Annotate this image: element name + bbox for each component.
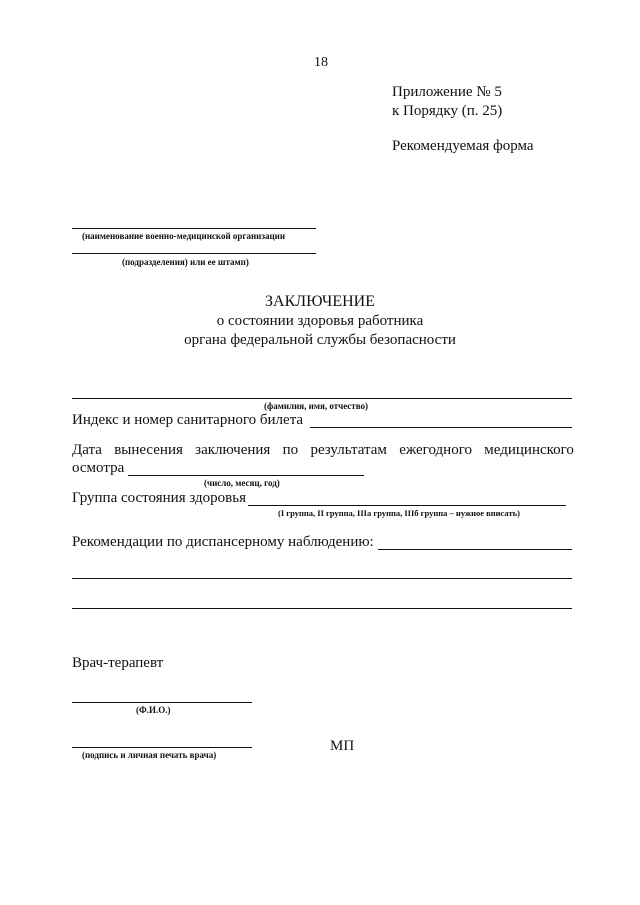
org-name-line [72,228,316,229]
date-word: Дата [72,442,102,458]
recommend-label: Рекомендации по диспансерному наблюдению: [72,534,374,550]
date-word: ежегодного [399,442,472,458]
recommend-line1 [378,549,572,550]
document-title: ЗАКЛЮЧЕНИЕ [265,293,375,310]
doctor-label: Врач-терапевт [72,655,164,671]
date-word: по [282,442,299,458]
appendix-line1: Приложение № 5 [392,84,502,100]
ticket-label: Индекс и номер санитарного билета [72,412,304,428]
fio-caption: (фамилия, имя, отчество) [264,401,369,411]
org-caption1: (наименование военно-медицинской организации [82,231,286,241]
date-label2: осмотра [72,460,125,476]
date-word: вынесения [114,442,183,458]
group-label: Группа состояния здоровья [72,490,246,506]
date-word: заключения [195,442,271,458]
recommend-line3 [72,608,572,609]
date-word: результатам [310,442,387,458]
document-subtitle1: о состоянии здоровья работника [216,313,424,329]
doctor-sign-caption: (подпись и личная печать врача) [82,750,217,760]
recommend-line2 [72,578,572,579]
page-number: 18 [314,55,328,70]
group-caption: (I группа, II группа, IIIа группа, IIIб группа – нужное вписать) [278,508,520,518]
doctor-fio-caption: (Ф.И.О.) [136,705,171,715]
fio-line [72,398,572,399]
document-subtitle2: органа федеральной службы безопасности [184,332,456,348]
date-label-row [72,442,574,459]
org-caption2: (подразделения) или ее штамп) [122,257,249,267]
appendix-line2: к Порядку (п. 25) [392,103,503,119]
date-caption: (число, месяц, год) [204,478,280,488]
stamp-label: МП [330,738,355,754]
doctor-fio-line [72,702,252,703]
doctor-sign-line [72,747,252,748]
date-word: медицинского [484,442,574,458]
date-line [128,475,364,476]
form-type: Рекомендуемая форма [392,138,534,154]
ticket-line [310,427,572,428]
group-line [248,505,566,506]
org-unit-line [72,253,316,254]
